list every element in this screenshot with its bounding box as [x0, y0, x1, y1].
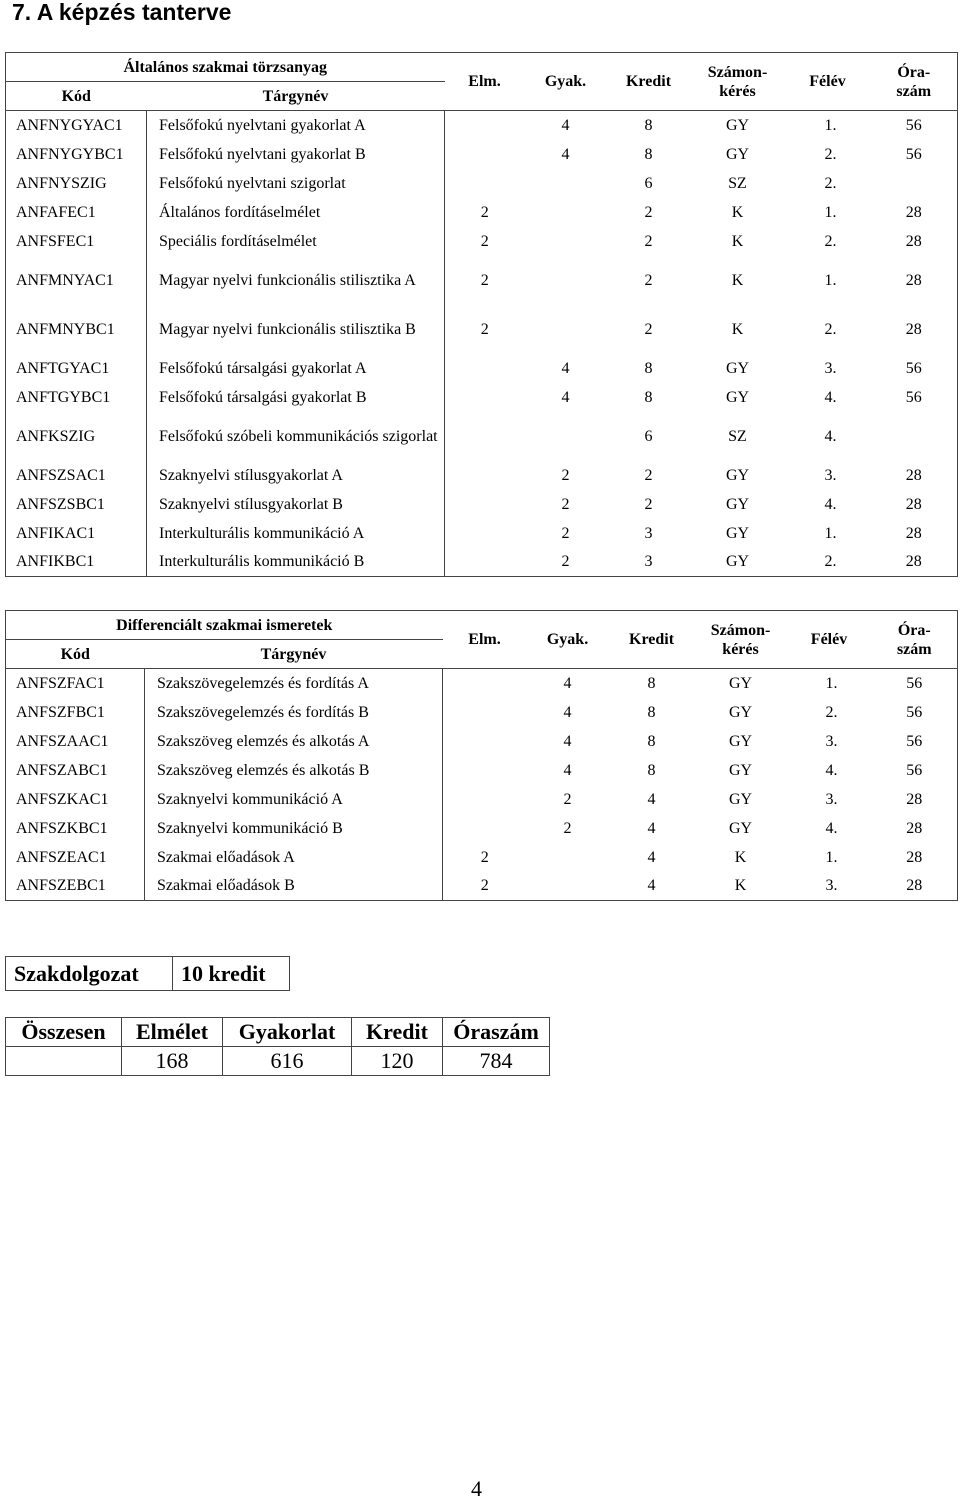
summary-table — [5, 1017, 550, 1076]
cell-kredit: 2 — [644, 320, 653, 338]
cell-ora: 56 — [872, 727, 958, 756]
cell-elm — [443, 756, 527, 785]
cell-szamon: GY — [725, 116, 750, 134]
table-row — [6, 169, 958, 198]
cell-kredit: 3 — [644, 524, 653, 542]
cell-kredit: 8 — [647, 761, 656, 779]
cell-elm: 2 — [480, 320, 489, 338]
cell-elm — [445, 140, 525, 169]
cell-felev: 2. — [824, 174, 837, 192]
cell-code: ANFTGYBC1 — [6, 383, 147, 412]
summary-header-osszesen: Összesen — [6, 1018, 122, 1047]
cell-ora: 28 — [872, 872, 958, 901]
cell-ora: 28 — [871, 519, 958, 548]
cell-code: ANFSZFAC1 — [6, 669, 145, 698]
cell-elm: 2 — [480, 203, 489, 221]
table-row — [6, 140, 958, 169]
cell-elm — [445, 548, 525, 577]
cell-szamon: K — [731, 203, 744, 221]
cell-code: ANFSZKAC1 — [6, 785, 145, 814]
cell-elm — [445, 354, 525, 383]
summary-value-gyakorlat: 616 — [223, 1047, 352, 1076]
cell-code: ANFMNYAC1 — [6, 256, 147, 305]
cell-felev: 3. — [824, 359, 837, 377]
cell-szamon: K — [731, 271, 744, 289]
cell-ora: 28 — [871, 490, 958, 519]
cell-gyak: 2 — [561, 495, 570, 513]
header-targynev: Tárgynév — [147, 82, 445, 111]
cell-kredit: 2 — [644, 271, 653, 289]
cell-elm — [445, 519, 525, 548]
cell-felev: 4. — [824, 427, 837, 445]
summary-header-kredit: Kredit — [352, 1018, 443, 1047]
cell-code: ANFSZABC1 — [6, 756, 145, 785]
cell-name: Felsőfokú nyelvtani szigorlat — [147, 169, 445, 198]
cell-gyak: 2 — [561, 524, 570, 542]
cell-gyak: 4 — [561, 145, 570, 163]
cell-szamon: GY — [728, 761, 753, 779]
thesis-label: Szakdolgozat — [6, 957, 173, 991]
cell-code: ANFSFEC1 — [6, 227, 147, 256]
cell-szamon: GY — [725, 145, 750, 163]
cell-name: Magyar nyelvi funkcionális stilisztika A — [147, 256, 445, 305]
cell-gyak — [525, 256, 607, 305]
cell-felev: 4. — [824, 495, 837, 513]
cell-kredit: 8 — [644, 145, 653, 163]
cell-kredit: 3 — [644, 553, 653, 571]
cell-code: ANFNYGYBC1 — [6, 140, 147, 169]
cell-code: ANFSZEAC1 — [6, 843, 145, 872]
cell-code: ANFIKAC1 — [6, 519, 147, 548]
cell-code: ANFSZSBC1 — [6, 490, 147, 519]
cell-gyak — [527, 843, 609, 872]
table-row — [6, 305, 958, 354]
cell-gyak: 4 — [561, 388, 570, 406]
cell-kredit: 4 — [647, 819, 656, 837]
summary-value-oraszam: 784 — [443, 1047, 550, 1076]
header-felev: Félév — [809, 73, 846, 90]
summary-value-kredit: 120 — [352, 1047, 443, 1076]
cell-ora — [871, 412, 958, 461]
cell-felev: 3. — [825, 790, 838, 808]
cell-kredit: 8 — [644, 388, 653, 406]
cell-kredit: 8 — [647, 674, 656, 692]
table-row — [6, 548, 958, 577]
header-gyak: Gyak. — [546, 631, 589, 648]
summary-header-gyakorlat: Gyakorlat — [223, 1018, 352, 1047]
cell-felev: 3. — [825, 877, 838, 895]
cell-gyak — [525, 227, 607, 256]
table-row — [6, 843, 958, 872]
cell-name: Speciális fordításelmélet — [147, 227, 445, 256]
header-kod: Kód — [6, 82, 147, 111]
table-row — [6, 698, 958, 727]
cell-ora: 56 — [871, 111, 958, 140]
cell-code: ANFNYGYAC1 — [6, 111, 147, 140]
cell-code: ANFAFEC1 — [6, 198, 147, 227]
cell-ora: 56 — [871, 354, 958, 383]
cell-gyak: 2 — [563, 819, 572, 837]
cell-szamon: GY — [728, 703, 753, 721]
cell-ora: 56 — [872, 698, 958, 727]
cell-ora: 28 — [871, 548, 958, 577]
cell-szamon: GY — [725, 495, 750, 513]
cell-kredit: 2 — [644, 495, 653, 513]
group-title: Általános szakmai törzsanyag — [123, 58, 328, 76]
cell-szamon: GY — [725, 553, 750, 571]
header-elm: Elm. — [468, 73, 501, 90]
cell-elm — [445, 383, 525, 412]
cell-gyak: 2 — [561, 553, 570, 571]
cell-szamon: K — [731, 232, 744, 250]
cell-elm: 2 — [480, 271, 489, 289]
cell-gyak: 2 — [563, 790, 572, 808]
cell-name: Interkulturális kommunikáció A — [147, 519, 445, 548]
cell-szamon: GY — [725, 524, 750, 542]
cell-elm — [445, 412, 525, 461]
cell-szamon: GY — [728, 790, 753, 808]
cell-felev: 1. — [825, 674, 838, 692]
table-row — [6, 227, 958, 256]
cell-code: ANFIKBC1 — [6, 548, 147, 577]
cell-felev: 4. — [825, 819, 838, 837]
cell-code: ANFSZFBC1 — [6, 698, 145, 727]
header-kredit: Kredit — [625, 73, 672, 90]
header-felev: Félév — [810, 631, 848, 648]
cell-ora: 28 — [871, 198, 958, 227]
cell-kredit: 6 — [644, 427, 653, 445]
cell-elm — [445, 111, 525, 140]
cell-ora: 56 — [872, 756, 958, 785]
cell-felev: 3. — [825, 732, 838, 750]
cell-name: Felsőfokú szóbeli kommunikációs szigorlat — [147, 412, 445, 461]
cell-name: Szakmai előadások B — [145, 872, 443, 901]
table-row — [6, 669, 958, 698]
cell-ora: 28 — [871, 227, 958, 256]
table-row — [6, 785, 958, 814]
header-elm: Elm. — [468, 631, 501, 648]
cell-code: ANFSZSAC1 — [6, 461, 147, 490]
cell-gyak: 4 — [563, 761, 572, 779]
cell-kredit: 6 — [644, 174, 653, 192]
header-szamonkeres: Számon- kérés — [710, 621, 771, 658]
cell-name: Interkulturális kommunikáció B — [147, 548, 445, 577]
header-gyak: Gyak. — [544, 73, 587, 90]
cell-code: ANFNYSZIG — [6, 169, 147, 198]
cell-elm — [443, 698, 527, 727]
cell-elm: 2 — [480, 232, 489, 250]
cell-gyak: 2 — [561, 466, 570, 484]
cell-szamon: GY — [728, 674, 753, 692]
cell-felev: 4. — [825, 761, 838, 779]
cell-gyak: 4 — [563, 703, 572, 721]
cell-elm — [445, 169, 525, 198]
cell-felev: 1. — [824, 203, 837, 221]
cell-gyak — [525, 305, 607, 354]
cell-name: Szaknyelvi stílusgyakorlat A — [147, 461, 445, 490]
thesis-value: 10 kredit — [173, 957, 290, 991]
cell-name: Szaknyelvi stílusgyakorlat B — [147, 490, 445, 519]
cell-ora: 56 — [872, 669, 958, 698]
cell-felev: 2. — [824, 232, 837, 250]
cell-kredit: 8 — [644, 359, 653, 377]
cell-szamon: SZ — [728, 427, 747, 445]
header-szamonkeres: Számon- kérés — [707, 63, 768, 100]
thesis-box — [5, 956, 290, 991]
cell-ora: 28 — [871, 461, 958, 490]
table-row — [6, 872, 958, 901]
cell-felev: 1. — [824, 524, 837, 542]
cell-gyak: 4 — [561, 359, 570, 377]
cell-code: ANFSZKBC1 — [6, 814, 145, 843]
cell-felev: 2. — [824, 145, 837, 163]
cell-felev: 4. — [824, 388, 837, 406]
cell-name: Szakszöveg elemzés és alkotás A — [145, 727, 443, 756]
cell-name: Felsőfokú nyelvtani gyakorlat B — [147, 140, 445, 169]
curriculum-table-differentiated — [5, 610, 958, 901]
header-oraszam: Óra- szám — [896, 621, 932, 658]
cell-code: ANFSZEBC1 — [6, 872, 145, 901]
cell-gyak — [527, 872, 609, 901]
cell-elm — [445, 461, 525, 490]
cell-kredit: 8 — [647, 732, 656, 750]
cell-name: Magyar nyelvi funkcionális stilisztika B — [147, 305, 445, 354]
cell-szamon: K — [731, 320, 744, 338]
header-kod: Kód — [6, 640, 145, 669]
cell-szamon: GY — [725, 466, 750, 484]
summary-value-elmelet: 168 — [122, 1047, 223, 1076]
page-heading: 7. A képzés tanterve — [12, 0, 232, 25]
cell-felev: 3. — [824, 466, 837, 484]
cell-elm — [445, 490, 525, 519]
table-row — [6, 256, 958, 305]
table-row — [6, 756, 958, 785]
cell-gyak — [525, 169, 607, 198]
header-oraszam: Óra- szám — [896, 63, 932, 100]
summary-header-oraszam: Óraszám — [443, 1018, 550, 1047]
table-row — [6, 198, 958, 227]
table-row — [6, 490, 958, 519]
cell-ora: 28 — [871, 305, 958, 354]
cell-felev: 1. — [824, 116, 837, 134]
cell-name: Szaknyelvi kommunikáció A — [145, 785, 443, 814]
cell-name: Felsőfokú társalgási gyakorlat A — [147, 354, 445, 383]
cell-ora: 28 — [872, 785, 958, 814]
cell-szamon: K — [734, 848, 747, 866]
cell-elm — [443, 814, 527, 843]
cell-kredit: 2 — [644, 232, 653, 250]
table-row — [6, 814, 958, 843]
cell-code: ANFKSZIG — [6, 412, 147, 461]
cell-szamon: GY — [728, 819, 753, 837]
cell-kredit: 8 — [647, 703, 656, 721]
cell-felev: 2. — [825, 703, 838, 721]
summary-header-elmelet: Elmélet — [122, 1018, 223, 1047]
cell-code: ANFTGYAC1 — [6, 354, 147, 383]
cell-kredit: 2 — [644, 466, 653, 484]
cell-kredit: 8 — [644, 116, 653, 134]
cell-gyak — [525, 198, 607, 227]
cell-elm — [443, 669, 527, 698]
cell-name: Szakmai előadások A — [145, 843, 443, 872]
cell-szamon: SZ — [728, 174, 747, 192]
cell-gyak — [525, 412, 607, 461]
cell-felev: 2. — [824, 553, 837, 571]
cell-felev: 1. — [824, 271, 837, 289]
cell-ora — [871, 169, 958, 198]
group-title: Differenciált szakmai ismeretek — [116, 616, 333, 634]
header-targynev: Tárgynév — [145, 640, 443, 669]
cell-elm — [443, 785, 527, 814]
cell-ora: 28 — [872, 814, 958, 843]
cell-felev: 1. — [825, 848, 838, 866]
table-row — [6, 461, 958, 490]
cell-ora: 56 — [871, 140, 958, 169]
cell-name: Szakszövegelemzés és fordítás A — [145, 669, 443, 698]
cell-name: Szakszövegelemzés és fordítás B — [145, 698, 443, 727]
cell-code: ANFMNYBC1 — [6, 305, 147, 354]
cell-ora: 28 — [871, 256, 958, 305]
cell-szamon: GY — [725, 388, 750, 406]
table-row — [6, 111, 958, 140]
cell-name: Szakszöveg elemzés és alkotás B — [145, 756, 443, 785]
cell-szamon: K — [734, 877, 747, 895]
header-kredit: Kredit — [629, 631, 675, 648]
table-row — [6, 354, 958, 383]
cell-szamon: GY — [728, 732, 753, 750]
table-row — [6, 383, 958, 412]
table-row — [6, 727, 958, 756]
cell-code: ANFSZAAC1 — [6, 727, 145, 756]
cell-name: Felsőfokú társalgási gyakorlat B — [147, 383, 445, 412]
cell-gyak: 4 — [563, 732, 572, 750]
cell-szamon: GY — [725, 359, 750, 377]
table-row — [6, 412, 958, 461]
cell-kredit: 2 — [644, 203, 653, 221]
cell-elm — [443, 727, 527, 756]
cell-kredit: 4 — [647, 848, 656, 866]
cell-name: Szaknyelvi kommunikáció B — [145, 814, 443, 843]
cell-elm: 2 — [480, 848, 489, 866]
page-number: 4 — [471, 1476, 482, 1501]
cell-name: Felsőfokú nyelvtani gyakorlat A — [147, 111, 445, 140]
cell-gyak: 4 — [561, 116, 570, 134]
cell-kredit: 4 — [647, 877, 656, 895]
cell-elm: 2 — [480, 877, 489, 895]
summary-value-osszesen — [6, 1047, 122, 1076]
table-row — [6, 519, 958, 548]
cell-felev: 2. — [824, 320, 837, 338]
cell-kredit: 4 — [647, 790, 656, 808]
cell-gyak: 4 — [563, 674, 572, 692]
cell-ora: 56 — [871, 383, 958, 412]
curriculum-table-core — [5, 52, 958, 577]
cell-name: Általános fordításelmélet — [147, 198, 445, 227]
cell-ora: 28 — [872, 843, 958, 872]
